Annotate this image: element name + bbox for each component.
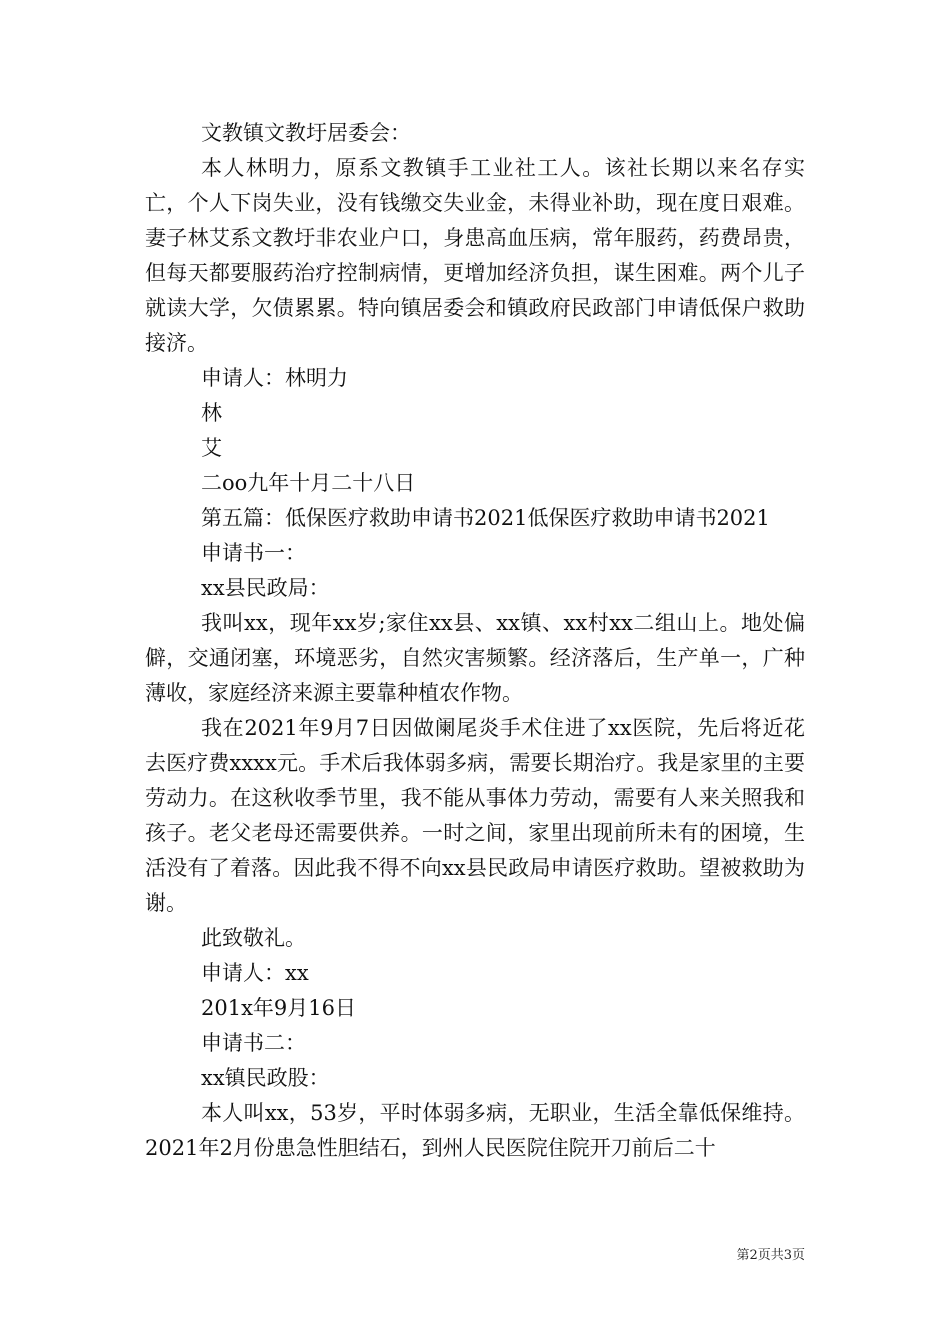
document-body	[145, 116, 805, 1166]
date-line-1: 二oo九年十月二十八日	[201, 471, 416, 495]
salutation-committee: 文教镇文教圩居委会：	[201, 121, 411, 145]
letter-1-heading: 申请书一：	[201, 541, 306, 565]
section-heading-5: 第五篇：低保医疗救助申请书2021低保医疗救助申请书2021	[201, 506, 770, 530]
date-line-2: 201x年9月16日	[201, 996, 357, 1020]
paragraph-letter-1-body: 我在2021年9月7日因做阑尾炎手术住进了xx医院，先后将近花去医疗费xxxx元。手术后我体弱多病，需要长期治疗。我是家里的主要劳动力。在这秋收季节里，我不能从事体力劳动，需要有人来关照我和孩子。老父老母还需要供养。一时之间，家里出现前所未有的困境，生活没有了着落。因此我不得不向xx县民政局申请医疗救助。望被救助为谢。	[145, 716, 805, 915]
paragraph-letter-2-body: 本人叫xx，53岁，平时体弱多病，无职业，生活全靠低保维持。2021年2月份患急性胆结石，到州人民医院住院开刀前后二十	[145, 1101, 805, 1160]
salutation-civil-affairs-office: xx镇民政股：	[201, 1066, 330, 1090]
salutation-civil-affairs-bureau: xx县民政局：	[201, 576, 330, 600]
applicant-name-lin: 林	[201, 401, 222, 425]
page-number-footer: 第2页共3页	[736, 1248, 805, 1263]
letter-2-heading: 申请书二：	[201, 1031, 306, 1055]
applicant-line-1: 申请人：林明力	[201, 366, 348, 390]
applicant-line-2: 申请人：xx	[201, 961, 309, 985]
applicant-name-ai: 艾	[201, 436, 222, 460]
closing-regards: 此致敬礼。	[201, 926, 306, 950]
paragraph-letter-1-intro: 我叫xx，现年xx岁;家住xx县、xx镇、xx村xx二组山上。地处偏僻，交通闭塞，环境恶劣，自然灾害频繁。经济落后，生产单一，广种薄收，家庭经济来源主要靠种植农作物。	[145, 611, 805, 705]
paragraph-application-1: 本人林明力，原系文教镇手工业社工人。该社长期以来名存实亡，个人下岗失业，没有钱缴交失业金，未得业补助，现在度日艰难。妻子林艾系文教圩非农业户口，身患高血压病，常年服药，药费昂贵，但每天都要服药治疗控制病情，更增加经济负担，谋生困难。两个儿子就读大学，欠债累累。特向镇居委会和镇政府民政部门申请低保户救助接济。	[145, 156, 805, 355]
